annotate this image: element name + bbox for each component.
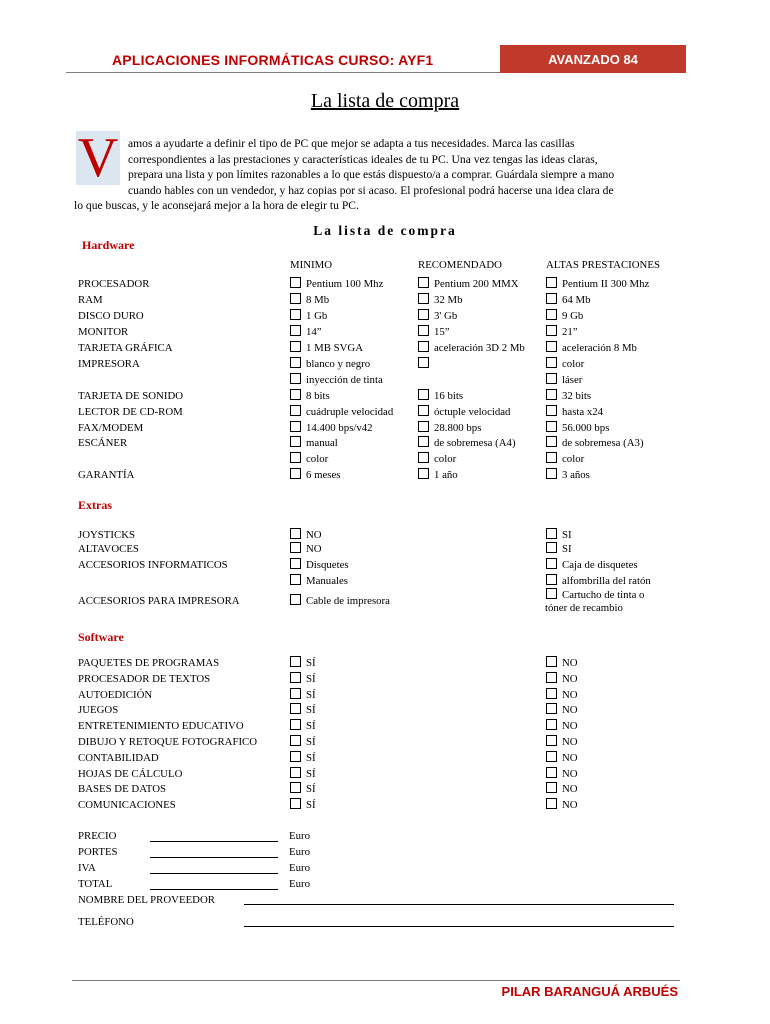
hardware-row-label: TARJETA GRÁFICA xyxy=(78,342,173,354)
checkbox[interactable] xyxy=(290,528,301,539)
option-label: SÍ xyxy=(306,689,316,701)
option-label: inyección de tinta xyxy=(306,374,383,386)
checkbox[interactable] xyxy=(290,341,301,352)
checkbox[interactable] xyxy=(418,293,429,304)
option-label: SÍ xyxy=(306,720,316,732)
intro-line: amos a ayudarte a definir el tipo de PC que mejor se adapta a tus necesidades. Marca las casillas xyxy=(128,137,575,150)
option-label: Caja de disquetes xyxy=(562,559,638,571)
option-label: color xyxy=(562,358,585,370)
checkbox[interactable] xyxy=(546,719,557,730)
option-extra-alt[interactable] xyxy=(546,558,638,572)
software-row-label: JUEGOS xyxy=(78,704,119,716)
checkbox[interactable] xyxy=(290,751,301,762)
checkbox[interactable] xyxy=(546,421,557,432)
checkbox[interactable] xyxy=(290,574,301,585)
option-recomendado[interactable] xyxy=(418,468,458,482)
checkbox[interactable] xyxy=(546,558,557,569)
drop-cap: V xyxy=(77,127,119,189)
option-extra-min[interactable] xyxy=(290,574,348,588)
checkbox[interactable] xyxy=(290,436,301,447)
hardware-row-label: PROCESADOR xyxy=(78,278,150,290)
cost-input-line[interactable] xyxy=(150,841,278,842)
option-label: 14.400 bps/v42 xyxy=(306,422,373,434)
option-extra-min[interactable] xyxy=(290,558,349,572)
checkbox[interactable] xyxy=(546,452,557,463)
checkbox[interactable] xyxy=(546,373,557,384)
option-no[interactable] xyxy=(546,672,578,686)
option-extra-alt[interactable] xyxy=(546,542,572,556)
checkbox[interactable] xyxy=(290,325,301,336)
col-header-altas: ALTAS PRESTACIONES xyxy=(546,259,660,271)
option-label: de sobremesa (A3) xyxy=(562,437,644,449)
intro-line: correspondientes a las prestaciones y características ideales de tu PC. Una vez tengas las ideas claras, xyxy=(128,152,598,166)
option-altas[interactable] xyxy=(546,452,584,466)
option-label: NO xyxy=(562,799,578,811)
option-label: color xyxy=(306,453,329,465)
option-no[interactable] xyxy=(546,735,578,749)
option-label: 14” xyxy=(306,326,322,338)
col-header-recomendado: RECOMENDADO xyxy=(418,259,502,271)
checkbox[interactable] xyxy=(290,373,301,384)
software-row-label: AUTOEDICIÓN xyxy=(78,689,153,701)
section-title: La lista de compra xyxy=(313,223,457,238)
extras-row-label: ACCESORIOS PARA IMPRESORA xyxy=(78,595,240,607)
provider-label: NOMBRE DEL PROVEEDOR xyxy=(78,894,215,906)
currency-label: Euro xyxy=(289,830,310,842)
option-label: cuádruple velocidad xyxy=(306,406,394,418)
option-extra-alt[interactable] xyxy=(546,574,651,588)
option-no[interactable] xyxy=(546,688,578,702)
option-label: NO xyxy=(562,673,578,685)
cost-label: PRECIO xyxy=(78,830,117,842)
checkbox[interactable] xyxy=(290,293,301,304)
footer-author: PILAR BARANGUÁ ARBUÉS xyxy=(501,984,678,999)
option-extra-alt[interactable] xyxy=(546,588,644,602)
option-altas[interactable] xyxy=(546,405,603,419)
software-row-label: CONTABILIDAD xyxy=(78,752,159,764)
level-badge: AVANZADO 84 xyxy=(500,45,686,73)
option-altas[interactable] xyxy=(546,421,609,435)
checkbox[interactable] xyxy=(418,389,429,400)
checkbox[interactable] xyxy=(290,277,301,288)
option-label: 9 Gb xyxy=(562,310,584,322)
currency-label: Euro xyxy=(289,846,310,858)
option-label: 8 Mb xyxy=(306,294,330,306)
option-recomendado[interactable] xyxy=(418,452,456,466)
option-label: Pentium 100 Mhz xyxy=(306,278,384,290)
checkbox[interactable] xyxy=(546,767,557,778)
option-recomendado[interactable] xyxy=(418,309,457,323)
option-minimo[interactable] xyxy=(290,468,340,482)
option-label: SÍ xyxy=(306,768,316,780)
phone-label: TELÉFONO xyxy=(78,916,134,928)
checkbox[interactable] xyxy=(290,767,301,778)
checkbox[interactable] xyxy=(290,782,301,793)
hardware-row-label: FAX/MODEM xyxy=(78,422,144,434)
col-header-minimo: MINIMO xyxy=(290,259,332,271)
currency-label: Euro xyxy=(289,862,310,874)
phone-input-line[interactable] xyxy=(244,926,674,927)
document-title: La lista de compra xyxy=(310,90,460,112)
option-si[interactable] xyxy=(290,672,316,686)
option-si[interactable] xyxy=(290,703,316,717)
option-no[interactable] xyxy=(546,751,578,765)
cost-label: PORTES xyxy=(78,846,118,858)
checkbox[interactable] xyxy=(290,735,301,746)
checkbox[interactable] xyxy=(546,798,557,809)
checkbox[interactable] xyxy=(546,277,557,288)
currency-label: Euro xyxy=(289,878,310,890)
option-recomendado[interactable] xyxy=(418,325,450,339)
option-label: SI xyxy=(562,529,572,541)
option-label: NO xyxy=(306,543,322,555)
option-minimo[interactable] xyxy=(290,357,370,371)
checkbox[interactable] xyxy=(546,672,557,683)
option-altas[interactable] xyxy=(546,436,644,450)
option-minimo[interactable] xyxy=(290,421,373,435)
checkbox[interactable] xyxy=(290,421,301,432)
checkbox[interactable] xyxy=(418,277,429,288)
software-row-label: PAQUETES DE PROGRAMAS xyxy=(78,657,220,669)
option-label: óctuple velocidad xyxy=(434,406,511,418)
cost-label: TOTAL xyxy=(78,878,113,890)
option-recomendado[interactable] xyxy=(418,357,434,371)
option-altas[interactable] xyxy=(546,341,637,355)
checkbox[interactable] xyxy=(546,528,557,539)
option-label: Pentium 200 MMX xyxy=(434,278,519,290)
option-minimo[interactable] xyxy=(290,436,338,450)
software-row-label: PROCESADOR DE TEXTOS xyxy=(78,673,211,685)
header-divider xyxy=(66,72,500,73)
option-altas[interactable] xyxy=(546,277,649,291)
checkbox[interactable] xyxy=(290,452,301,463)
option-si[interactable] xyxy=(290,688,316,702)
hardware-row-label: IMPRESORA xyxy=(78,358,140,370)
option-altas[interactable] xyxy=(546,357,584,371)
checkbox[interactable] xyxy=(418,405,429,416)
hardware-heading: Hardware xyxy=(82,238,135,252)
option-label: 3' Gb xyxy=(434,310,458,322)
option-minimo[interactable] xyxy=(290,277,383,291)
option-altas[interactable] xyxy=(546,468,590,482)
option-minimo[interactable] xyxy=(290,373,383,387)
option-label: SÍ xyxy=(306,736,316,748)
option-label: SÍ xyxy=(306,704,316,716)
option-label: láser xyxy=(562,374,583,386)
checkbox[interactable] xyxy=(546,436,557,447)
option-label: SÍ xyxy=(306,657,316,669)
option-label: SÍ xyxy=(306,752,316,764)
option-minimo[interactable] xyxy=(290,341,363,355)
checkbox[interactable] xyxy=(546,309,557,320)
checkbox[interactable] xyxy=(418,325,429,336)
option-extra-alt[interactable] xyxy=(546,528,572,542)
checkbox[interactable] xyxy=(290,558,301,569)
hardware-row-label: ESCÁNER xyxy=(78,437,128,449)
checkbox[interactable] xyxy=(546,405,557,416)
checkbox[interactable] xyxy=(290,798,301,809)
checkbox[interactable] xyxy=(546,325,557,336)
option-label: color xyxy=(434,453,457,465)
checkbox[interactable] xyxy=(290,672,301,683)
option-label: Disquetes xyxy=(306,559,349,571)
option-label: NO xyxy=(562,752,578,764)
provider-input-line[interactable] xyxy=(244,904,674,905)
option-label: Cartucho de tinta o xyxy=(562,589,645,601)
checkbox[interactable] xyxy=(290,703,301,714)
checkbox[interactable] xyxy=(290,719,301,730)
option-label: 1 Gb xyxy=(306,310,328,322)
option-label: 3 años xyxy=(562,469,590,481)
checkbox[interactable] xyxy=(418,341,429,352)
option-minimo[interactable] xyxy=(290,389,330,403)
checkbox[interactable] xyxy=(290,468,301,479)
option-label: aceleración 8 Mb xyxy=(562,342,637,354)
checkbox[interactable] xyxy=(418,421,429,432)
option-label: 1 MB SVGA xyxy=(306,342,363,354)
hardware-row-label: LECTOR DE CD-ROM xyxy=(78,406,183,418)
checkbox[interactable] xyxy=(546,588,557,599)
option-altas[interactable] xyxy=(546,293,591,307)
checkbox[interactable] xyxy=(546,542,557,553)
option-label: de sobremesa (A4) xyxy=(434,437,516,449)
intro-line: cuando hables con un vendedor, y haz copias por si acaso. El profesional podrá hacerse una idea clara de xyxy=(128,183,614,197)
option-recomendado[interactable] xyxy=(418,277,519,291)
checkbox[interactable] xyxy=(418,452,429,463)
software-row-label: DIBUJO Y RETOQUE FOTOGRAFICO xyxy=(78,736,258,748)
checkbox[interactable] xyxy=(546,735,557,746)
hardware-row-label: MONITOR xyxy=(78,326,129,338)
option-label: hasta x24 xyxy=(562,406,604,418)
option-si[interactable] xyxy=(290,767,316,781)
option-altas[interactable] xyxy=(546,373,582,387)
option-label: NO xyxy=(562,689,578,701)
option-label: manual xyxy=(306,437,338,449)
checkbox[interactable] xyxy=(546,357,557,368)
option-label: NO xyxy=(562,720,578,732)
option-no[interactable] xyxy=(546,656,578,670)
option-label: SÍ xyxy=(306,799,316,811)
option-label: Cable de impresora xyxy=(306,595,390,607)
hardware-row-label: RAM xyxy=(78,294,103,306)
checkbox[interactable] xyxy=(418,357,429,368)
option-si[interactable] xyxy=(290,719,316,733)
checkbox[interactable] xyxy=(290,405,301,416)
option-si[interactable] xyxy=(290,798,316,812)
checkbox[interactable] xyxy=(290,309,301,320)
checkbox[interactable] xyxy=(418,468,429,479)
software-row-label: COMUNICACIONES xyxy=(78,799,176,811)
extras-row-label: ACCESORIOS INFORMATICOS xyxy=(78,559,228,571)
option-extra-min[interactable] xyxy=(290,594,390,608)
hardware-row-label: DISCO DURO xyxy=(78,310,144,322)
option-minimo[interactable] xyxy=(290,405,393,419)
option-label: Pentium II 300 Mhz xyxy=(562,278,650,290)
option-recomendado[interactable] xyxy=(418,293,463,307)
intro-paragraph xyxy=(128,136,678,198)
option-no[interactable] xyxy=(546,719,578,733)
cost-label: IVA xyxy=(78,862,96,874)
option-label: SI xyxy=(562,543,572,555)
intro-last-line: lo que buscas, y le aconsejará mejor a la hora de elegir tu PC. xyxy=(74,199,359,212)
option-label: 6 meses xyxy=(306,469,341,481)
option-si[interactable] xyxy=(290,735,316,749)
checkbox[interactable] xyxy=(418,436,429,447)
footer-divider xyxy=(72,980,680,981)
option-label: Manuales xyxy=(306,575,348,587)
intro-line: prepara una lista y pon límites razonables a lo que estás dispuesto/a a comprar. Guárdala siempre a mano xyxy=(128,168,615,182)
option-altas[interactable] xyxy=(546,389,591,403)
option-label: 1 año xyxy=(434,469,458,481)
checkbox[interactable] xyxy=(546,468,557,479)
option-no[interactable] xyxy=(546,703,578,717)
software-row-label: BASES DE DATOS xyxy=(78,783,166,795)
option-label: color xyxy=(562,453,585,465)
option-recomendado[interactable] xyxy=(418,341,525,355)
checkbox[interactable] xyxy=(290,389,301,400)
option-label: NO xyxy=(562,768,578,780)
option-label: NO xyxy=(562,736,578,748)
option-label: aceleración 3D 2 Mb xyxy=(434,342,525,354)
checkbox[interactable] xyxy=(546,688,557,699)
option-no[interactable] xyxy=(546,798,578,812)
checkbox[interactable] xyxy=(290,656,301,667)
option-minimo[interactable] xyxy=(290,452,328,466)
option-label: 32 Mb xyxy=(434,294,463,306)
cost-input-line[interactable] xyxy=(150,873,278,874)
option-label: NO xyxy=(562,657,578,669)
checkbox[interactable] xyxy=(546,782,557,793)
cost-input-line[interactable] xyxy=(150,857,278,858)
checkbox[interactable] xyxy=(546,751,557,762)
option-si[interactable] xyxy=(290,656,316,670)
checkbox[interactable] xyxy=(546,389,557,400)
option-label: 21” xyxy=(562,326,578,338)
option-recomendado[interactable] xyxy=(418,436,516,450)
option-recomendado[interactable] xyxy=(418,389,463,403)
option-minimo[interactable] xyxy=(290,325,322,339)
option-label: 28.800 bps xyxy=(434,422,482,434)
header-title: APLICACIONES INFORMÁTICAS CURSO: AYF1 xyxy=(112,52,434,68)
option-recomendado[interactable] xyxy=(418,405,510,419)
option-si[interactable] xyxy=(290,751,316,765)
option-label: SÍ xyxy=(306,783,316,795)
option-minimo[interactable] xyxy=(290,309,327,323)
extras-row-label: ALTAVOCES xyxy=(78,543,139,555)
option-label: 64 Mb xyxy=(562,294,591,306)
checkbox[interactable] xyxy=(418,309,429,320)
option-label: 56.000 bps xyxy=(562,422,610,434)
option-extra-continuation: tóner de recambio xyxy=(545,602,623,614)
option-altas[interactable] xyxy=(546,325,578,339)
option-label: alfombrilla del ratón xyxy=(562,575,651,587)
software-row-label: HOJAS DE CÁLCULO xyxy=(78,768,183,780)
option-extra-min[interactable] xyxy=(290,542,322,556)
extras-heading: Extras xyxy=(78,498,112,512)
option-label: 32 bits xyxy=(562,390,592,402)
option-label: 15” xyxy=(434,326,450,338)
option-extra-min[interactable] xyxy=(290,528,322,542)
option-label: NO xyxy=(562,783,578,795)
checkbox[interactable] xyxy=(546,293,557,304)
option-no[interactable] xyxy=(546,767,578,781)
option-no[interactable] xyxy=(546,782,578,796)
checkbox[interactable] xyxy=(546,703,557,714)
option-si[interactable] xyxy=(290,782,316,796)
option-recomendado[interactable] xyxy=(418,421,481,435)
checkbox[interactable] xyxy=(290,357,301,368)
checkbox[interactable] xyxy=(290,542,301,553)
option-label: SÍ xyxy=(306,673,316,685)
software-heading: Software xyxy=(78,630,124,644)
checkbox[interactable] xyxy=(290,594,301,605)
checkbox[interactable] xyxy=(546,341,557,352)
checkbox[interactable] xyxy=(546,656,557,667)
option-label: NO xyxy=(306,529,322,541)
extras-row-label: JOYSTICKS xyxy=(78,529,135,541)
option-label: NO xyxy=(562,704,578,716)
option-label: 16 bits xyxy=(434,390,464,402)
software-row-label: ENTRETENIMIENTO EDUCATIVO xyxy=(78,720,244,732)
checkbox[interactable] xyxy=(290,688,301,699)
checkbox[interactable] xyxy=(546,574,557,585)
cost-input-line[interactable] xyxy=(150,889,278,890)
hardware-row-label: TARJETA DE SONIDO xyxy=(78,390,184,402)
option-label: 8 bits xyxy=(306,390,330,402)
hardware-row-label: GARANTÍA xyxy=(78,469,135,481)
option-altas[interactable] xyxy=(546,309,583,323)
option-label: blanco y negro xyxy=(306,358,371,370)
option-minimo[interactable] xyxy=(290,293,329,307)
